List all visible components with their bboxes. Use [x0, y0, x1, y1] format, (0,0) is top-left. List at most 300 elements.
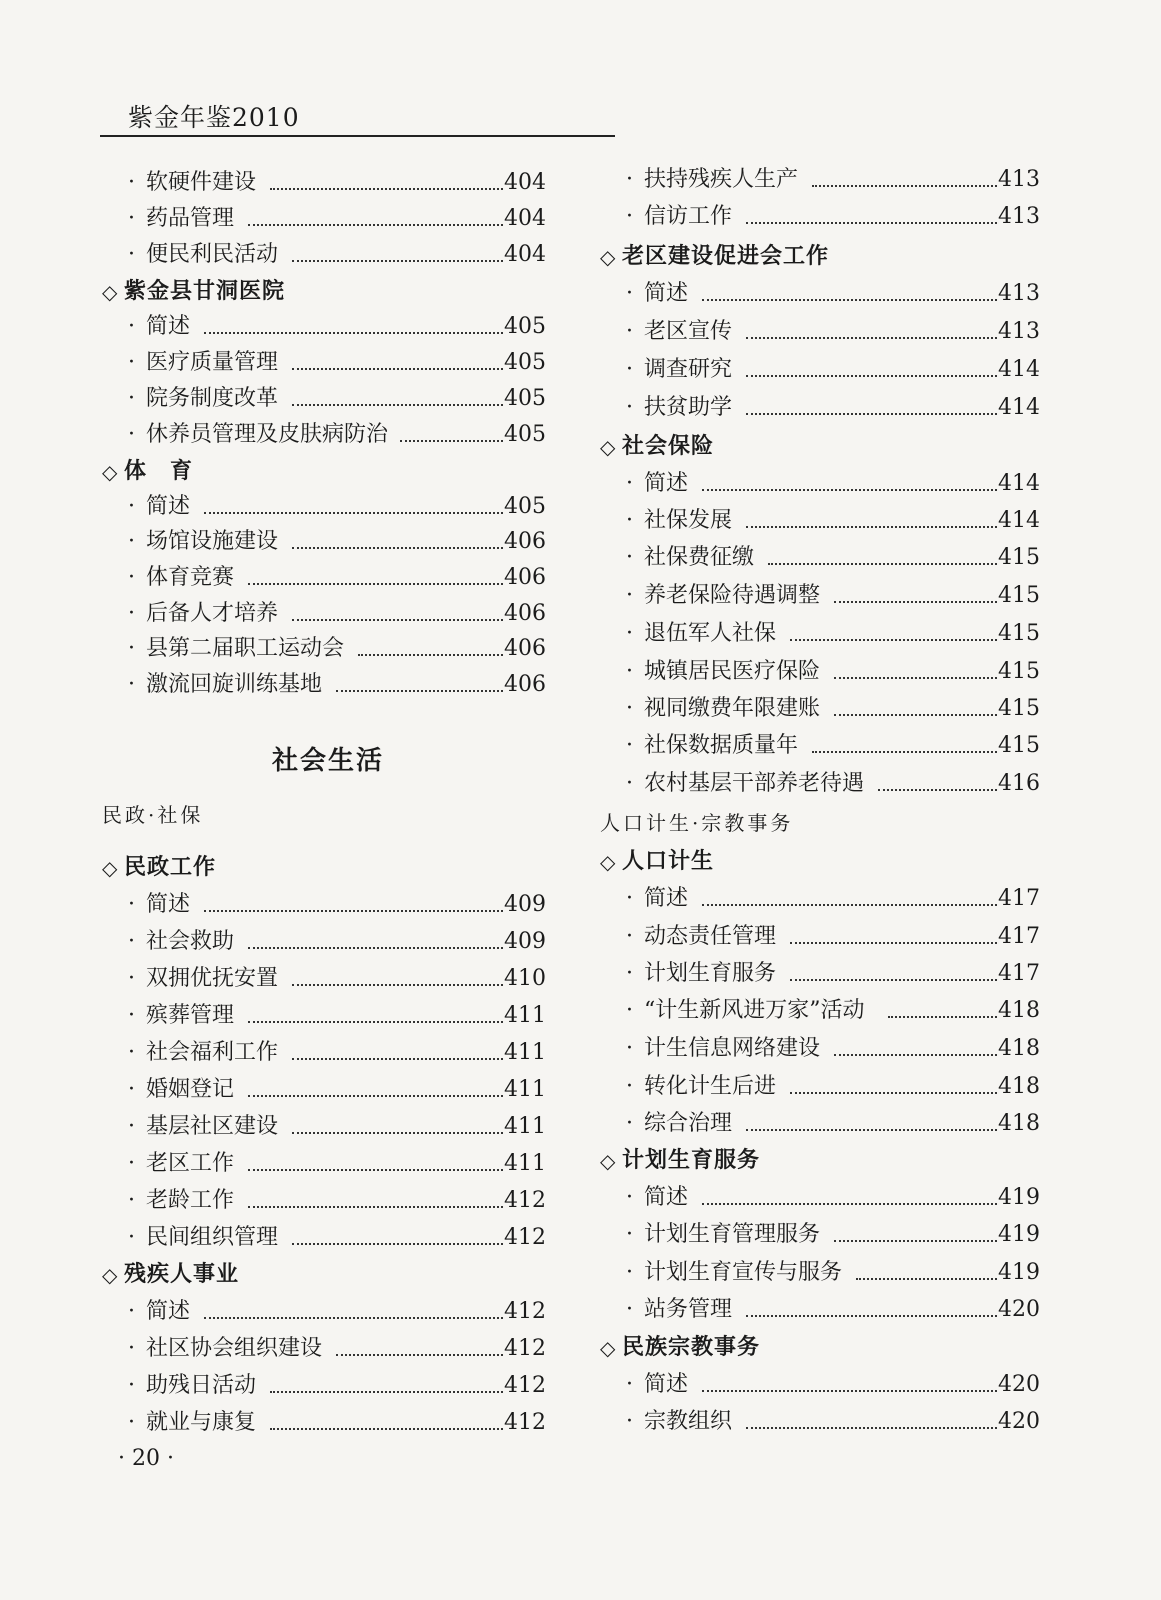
toc-section[interactable] [598, 1144, 1048, 1178]
entry-label: 计划生育服务 [644, 957, 782, 991]
bullet-dot: · [626, 357, 633, 382]
toc-entry[interactable] [100, 597, 550, 631]
entry-label: 社区协会组织建设 [146, 1332, 328, 1366]
entry-label: “计生新风进万家”活动 [644, 994, 871, 1028]
page-number: · 20 · [118, 1446, 174, 1471]
bullet-dot: · [626, 508, 633, 533]
toc-entry[interactable] [100, 202, 550, 236]
bullet-dot: · [128, 565, 135, 590]
toc-entry[interactable] [100, 1110, 550, 1144]
bullet-dot: · [626, 167, 633, 192]
entry-page: 413 [998, 281, 1040, 306]
bullet-dot: · [128, 1040, 135, 1065]
dot-leader [856, 1278, 997, 1280]
entry-label: 助残日活动 [146, 1369, 262, 1403]
toc-section[interactable] [100, 275, 550, 309]
diamond-icon: ◇ [102, 856, 118, 880]
toc-entry[interactable] [100, 346, 550, 380]
toc-section[interactable] [598, 1331, 1048, 1365]
bullet-dot: · [626, 545, 633, 570]
entry-page: 410 [504, 966, 546, 991]
bullet-dot: · [128, 1114, 135, 1139]
dot-leader [746, 222, 997, 224]
bullet-dot: · [128, 529, 135, 554]
bullet-dot: · [128, 672, 135, 697]
entry-label: 老区工作 [146, 1147, 240, 1181]
dot-leader [292, 1058, 503, 1060]
bullet-dot: · [626, 771, 633, 796]
bullet-dot: · [128, 206, 135, 231]
entry-label: 便民利民活动 [146, 238, 284, 272]
entry-page: 418 [998, 1036, 1040, 1061]
toc-entry[interactable] [598, 1368, 1048, 1402]
dot-leader [292, 984, 503, 986]
entry-label: 老龄工作 [146, 1184, 240, 1218]
toc-entry[interactable] [100, 1147, 550, 1181]
entry-label: 动态责任管理 [644, 920, 782, 954]
entry-page: 417 [998, 924, 1040, 949]
toc-entry[interactable] [598, 277, 1048, 311]
entry-page: 412 [504, 1410, 546, 1435]
entry-page: 406 [504, 529, 546, 554]
dot-leader [292, 547, 503, 549]
entry-label: 计划生育管理服务 [644, 1218, 826, 1252]
entry-page: 405 [504, 350, 546, 375]
toc-entry[interactable] [100, 962, 550, 996]
bullet-dot: · [626, 204, 633, 229]
entry-page: 406 [504, 636, 546, 661]
bullet-dot: · [128, 1188, 135, 1213]
toc-entry[interactable] [100, 1221, 550, 1255]
diamond-icon: ◇ [600, 245, 616, 269]
dot-leader [812, 751, 997, 753]
dot-leader [746, 375, 997, 377]
bullet-dot: · [128, 1077, 135, 1102]
bullet-dot: · [626, 395, 633, 420]
toc-section[interactable] [100, 851, 550, 885]
toc-entry[interactable] [100, 1184, 550, 1218]
toc-entry[interactable] [100, 999, 550, 1033]
bullet-dot: · [626, 659, 633, 684]
dot-leader [248, 947, 503, 949]
section-label: 人口计生 [622, 849, 715, 874]
dot-leader [204, 1317, 503, 1319]
entry-label: 社会福利工作 [146, 1036, 284, 1070]
dot-leader [292, 368, 503, 370]
entry-label: 扶持残疾人生产 [644, 163, 804, 197]
entry-page: 415 [998, 583, 1040, 608]
dot-leader [336, 690, 503, 692]
section-label: 紫金县甘洞医院 [124, 279, 286, 304]
toc-entry[interactable] [598, 1070, 1048, 1104]
toc-entry[interactable] [598, 1107, 1048, 1141]
entry-label: 农村基层干部养老待遇 [644, 767, 870, 801]
entry-label: 简述 [644, 1368, 694, 1402]
bullet-dot: · [128, 350, 135, 375]
bullet-dot: · [128, 1151, 135, 1176]
dot-leader [878, 789, 997, 791]
group-label: 人口计生·宗教事务 [600, 811, 794, 835]
entry-page: 412 [504, 1225, 546, 1250]
bullet-dot: · [128, 170, 135, 195]
entry-label: 就业与康复 [146, 1406, 262, 1440]
toc-entry[interactable] [598, 767, 1048, 801]
bullet-dot: · [128, 314, 135, 339]
toc-entry[interactable] [100, 490, 550, 524]
entry-label: 简述 [146, 888, 196, 922]
diamond-icon: ◇ [102, 460, 118, 484]
entry-page: 419 [998, 1222, 1040, 1247]
entry-label: 后备人才培养 [146, 597, 284, 631]
toc-entry[interactable] [598, 579, 1048, 613]
dot-leader [248, 1169, 503, 1171]
dot-leader [270, 1391, 503, 1393]
bullet-dot: · [128, 636, 135, 661]
dot-leader [400, 440, 503, 442]
entry-page: 405 [504, 386, 546, 411]
toc-section[interactable] [598, 845, 1048, 879]
bullet-dot: · [128, 1410, 135, 1435]
entry-label: 社保费征缴 [644, 541, 760, 575]
dot-leader [790, 1092, 997, 1094]
toc-entry[interactable] [598, 882, 1048, 916]
dot-leader [746, 1427, 997, 1429]
entry-label: 站务管理 [644, 1293, 738, 1327]
toc-entry[interactable] [100, 166, 550, 200]
toc-entry[interactable] [598, 920, 1048, 954]
toc-entry[interactable] [598, 617, 1048, 651]
bullet-dot: · [128, 929, 135, 954]
dot-leader [702, 904, 997, 906]
entry-label: 社保发展 [644, 504, 738, 538]
entry-label: 县第二届职工运动会 [146, 632, 350, 666]
entry-label: 院务制度改革 [146, 382, 284, 416]
entry-label: 养老保险待遇调整 [644, 579, 826, 613]
entry-page: 413 [998, 204, 1040, 229]
entry-label: 信访工作 [644, 200, 738, 234]
entry-label: 双拥优抚安置 [146, 962, 284, 996]
dot-leader [292, 619, 503, 621]
entry-label: 简述 [146, 490, 196, 524]
toc-entry[interactable] [100, 632, 550, 666]
bullet-dot: · [626, 961, 633, 986]
bullet-dot: · [128, 966, 135, 991]
entry-page: 417 [998, 886, 1040, 911]
dot-leader [790, 942, 997, 944]
entry-page: 420 [998, 1297, 1040, 1322]
bullet-dot: · [128, 1336, 135, 1361]
bullet-dot: · [626, 1260, 633, 1285]
entry-label: 老区宣传 [644, 315, 738, 349]
dot-leader [270, 1428, 503, 1430]
bullet-dot: · [128, 1225, 135, 1250]
entry-label: 计划生育宣传与服务 [644, 1256, 848, 1290]
bullet-dot: · [128, 601, 135, 626]
toc-entry[interactable] [598, 541, 1048, 575]
bullet-dot: · [626, 1409, 633, 1434]
section-label: 社会保险 [622, 434, 715, 459]
toc-entry[interactable] [598, 729, 1048, 763]
dot-leader [834, 601, 997, 603]
entry-label: 简述 [644, 467, 694, 501]
entry-label: 社保数据质量年 [644, 729, 804, 763]
dot-leader [204, 332, 503, 334]
bullet-dot: · [626, 696, 633, 721]
dot-leader [292, 404, 503, 406]
entry-label: 扶贫助学 [644, 391, 738, 425]
entry-page: 414 [998, 395, 1040, 420]
toc-entry[interactable] [100, 1073, 550, 1107]
toc-entry[interactable] [598, 163, 1048, 197]
bullet-dot: · [626, 1111, 633, 1136]
dot-leader [270, 188, 503, 190]
entry-page: 405 [504, 314, 546, 339]
dot-leader [790, 979, 997, 981]
entry-label: 转化计生后进 [644, 1070, 782, 1104]
toc-entry[interactable] [598, 315, 1048, 349]
bullet-dot: · [128, 1003, 135, 1028]
entry-label: 场馆设施建设 [146, 525, 284, 559]
entry-page: 412 [504, 1336, 546, 1361]
entry-page: 406 [504, 565, 546, 590]
diamond-icon: ◇ [600, 850, 616, 874]
bullet-dot: · [128, 386, 135, 411]
entry-label: 简述 [644, 882, 694, 916]
toc-entry[interactable] [598, 994, 1048, 1028]
entry-page: 411 [504, 1077, 546, 1102]
toc-entry[interactable] [598, 1405, 1048, 1439]
dot-leader [358, 654, 503, 656]
entry-page: 420 [998, 1409, 1040, 1434]
toc-entry[interactable] [100, 668, 550, 702]
dot-leader [834, 677, 997, 679]
toc-entry[interactable] [100, 1369, 550, 1403]
toc-group[interactable] [598, 806, 1048, 840]
bullet-dot: · [128, 1373, 135, 1398]
dot-leader [248, 1095, 503, 1097]
entry-page: 419 [998, 1185, 1040, 1210]
dot-leader [790, 639, 997, 641]
diamond-icon: ◇ [600, 435, 616, 459]
entry-page: 415 [998, 545, 1040, 570]
entry-label: 城镇居民医疗保险 [644, 655, 826, 689]
dot-leader [812, 185, 997, 187]
entry-page: 411 [504, 1003, 546, 1028]
entry-page: 404 [504, 242, 546, 267]
entry-page: 404 [504, 206, 546, 231]
dot-leader [702, 299, 997, 301]
entry-page: 419 [998, 1260, 1040, 1285]
entry-label: 体育竞赛 [146, 561, 240, 595]
bullet-dot: · [626, 583, 633, 608]
section-label: 体 育 [124, 459, 194, 484]
entry-label: 综合治理 [644, 1107, 738, 1141]
dot-leader [746, 1129, 997, 1131]
entry-label: 激流回旋训练基地 [146, 668, 328, 702]
entry-label: 简述 [644, 277, 694, 311]
dot-leader [204, 910, 503, 912]
part-heading: 社会生活 [272, 746, 385, 776]
dot-leader [702, 1390, 997, 1392]
toc-entry[interactable] [598, 200, 1048, 234]
entry-label: 医疗质量管理 [146, 346, 284, 380]
entry-label: 药品管理 [146, 202, 240, 236]
toc-entry[interactable] [598, 467, 1048, 501]
header-rule [100, 135, 615, 137]
toc-entry[interactable] [100, 525, 550, 559]
dot-leader [204, 512, 503, 514]
toc-section[interactable] [100, 1258, 550, 1292]
entry-label: 视同缴费年限建账 [644, 692, 826, 726]
entry-label: 简述 [644, 1181, 694, 1215]
bullet-dot: · [128, 892, 135, 917]
entry-page: 414 [998, 508, 1040, 533]
dot-leader [834, 714, 997, 716]
bullet-dot: · [626, 471, 633, 496]
toc-section[interactable] [598, 430, 1048, 464]
toc-section[interactable] [100, 455, 550, 489]
entry-page: 411 [504, 1040, 546, 1065]
dot-leader [834, 1240, 997, 1242]
dot-leader [248, 1021, 503, 1023]
entry-page: 413 [998, 319, 1040, 344]
entry-page: 404 [504, 170, 546, 195]
dot-leader [702, 1203, 997, 1205]
dot-leader [336, 1354, 503, 1356]
bullet-dot: · [626, 281, 633, 306]
entry-page: 418 [998, 1111, 1040, 1136]
toc-entry[interactable] [598, 1218, 1048, 1252]
bullet-dot: · [626, 1185, 633, 1210]
entry-page: 417 [998, 961, 1040, 986]
bullet-dot: · [626, 1297, 633, 1322]
entry-page: 415 [998, 621, 1040, 646]
dot-leader [292, 1243, 503, 1245]
entry-page: 414 [998, 471, 1040, 496]
bullet-dot: · [128, 422, 135, 447]
entry-page: 412 [504, 1299, 546, 1324]
toc-entry[interactable] [100, 418, 550, 452]
toc-entry[interactable] [100, 888, 550, 922]
dot-leader [248, 224, 503, 226]
section-label: 民族宗教事务 [622, 1335, 761, 1360]
entry-page: 409 [504, 929, 546, 954]
toc-entry[interactable] [100, 561, 550, 595]
toc-entry[interactable] [100, 1406, 550, 1440]
bullet-dot: · [128, 494, 135, 519]
entry-page: 405 [504, 494, 546, 519]
toc-entry[interactable] [598, 655, 1048, 689]
toc-section[interactable] [598, 240, 1048, 274]
entry-label: 退伍军人社保 [644, 617, 782, 651]
entry-page: 413 [998, 167, 1040, 192]
entry-page: 415 [998, 696, 1040, 721]
toc-entry[interactable] [598, 391, 1048, 425]
entry-label: 宗教组织 [644, 1405, 738, 1439]
entry-page: 415 [998, 659, 1040, 684]
toc-entry[interactable] [598, 1032, 1048, 1066]
toc-entry[interactable] [100, 1332, 550, 1366]
section-label: 计划生育服务 [622, 1148, 761, 1173]
toc-entry[interactable] [598, 1181, 1048, 1215]
entry-label: 社会救助 [146, 925, 240, 959]
entry-label: 婚姻登记 [146, 1073, 240, 1107]
entry-label: 简述 [146, 310, 196, 344]
toc-entry[interactable] [100, 1036, 550, 1070]
toc-entry[interactable] [598, 353, 1048, 387]
entry-page: 405 [504, 422, 546, 447]
toc-entry[interactable] [598, 1293, 1048, 1327]
bullet-dot: · [626, 1036, 633, 1061]
bullet-dot: · [128, 1299, 135, 1324]
entry-label: 基层社区建设 [146, 1110, 284, 1144]
toc-entry[interactable] [100, 1295, 550, 1329]
section-label: 民政工作 [124, 855, 217, 880]
entry-label: 殡葬管理 [146, 999, 240, 1033]
bullet-dot: · [626, 924, 633, 949]
entry-page: 420 [998, 1372, 1040, 1397]
entry-label: 调查研究 [644, 353, 738, 387]
dot-leader [248, 1206, 503, 1208]
entry-page: 414 [998, 357, 1040, 382]
dot-leader [292, 260, 503, 262]
dot-leader [746, 337, 997, 339]
toc-entry[interactable] [598, 1256, 1048, 1290]
toc-entry[interactable] [100, 238, 550, 272]
toc-entry[interactable] [598, 504, 1048, 538]
diamond-icon: ◇ [600, 1336, 616, 1360]
bullet-dot: · [626, 886, 633, 911]
diamond-icon: ◇ [600, 1149, 616, 1173]
bullet-dot: · [626, 319, 633, 344]
toc-entry[interactable] [100, 382, 550, 416]
diamond-icon: ◇ [102, 280, 118, 304]
entry-page: 406 [504, 601, 546, 626]
entry-page: 412 [504, 1373, 546, 1398]
diamond-icon: ◇ [102, 1263, 118, 1287]
bullet-dot: · [128, 242, 135, 267]
toc-group[interactable] [100, 798, 550, 832]
entry-page: 409 [504, 892, 546, 917]
entry-page: 416 [998, 771, 1040, 796]
section-label: 残疾人事业 [124, 1262, 240, 1287]
entry-label: 民间组织管理 [146, 1221, 284, 1255]
section-label: 老区建设促进会工作 [622, 244, 830, 269]
dot-leader [888, 1016, 997, 1018]
entry-page: 406 [504, 672, 546, 697]
bullet-dot: · [626, 998, 633, 1023]
dot-leader [702, 489, 997, 491]
bullet-dot: · [626, 1074, 633, 1099]
bullet-dot: · [626, 1222, 633, 1247]
bullet-dot: · [626, 1372, 633, 1397]
dot-leader [834, 1054, 997, 1056]
toc-entry[interactable] [598, 692, 1048, 726]
entry-page: 415 [998, 733, 1040, 758]
toc-entry[interactable] [100, 310, 550, 344]
toc-entry[interactable] [598, 957, 1048, 991]
bullet-dot: · [626, 733, 633, 758]
bullet-dot: · [626, 621, 633, 646]
dot-leader [292, 1132, 503, 1134]
entry-label: 简述 [146, 1295, 196, 1329]
running-header-title: 紫金年鉴2010 [128, 103, 300, 132]
dot-leader [746, 1315, 997, 1317]
dot-leader [746, 526, 997, 528]
entry-page: 418 [998, 998, 1040, 1023]
toc-entry[interactable] [100, 925, 550, 959]
dot-leader [248, 583, 503, 585]
